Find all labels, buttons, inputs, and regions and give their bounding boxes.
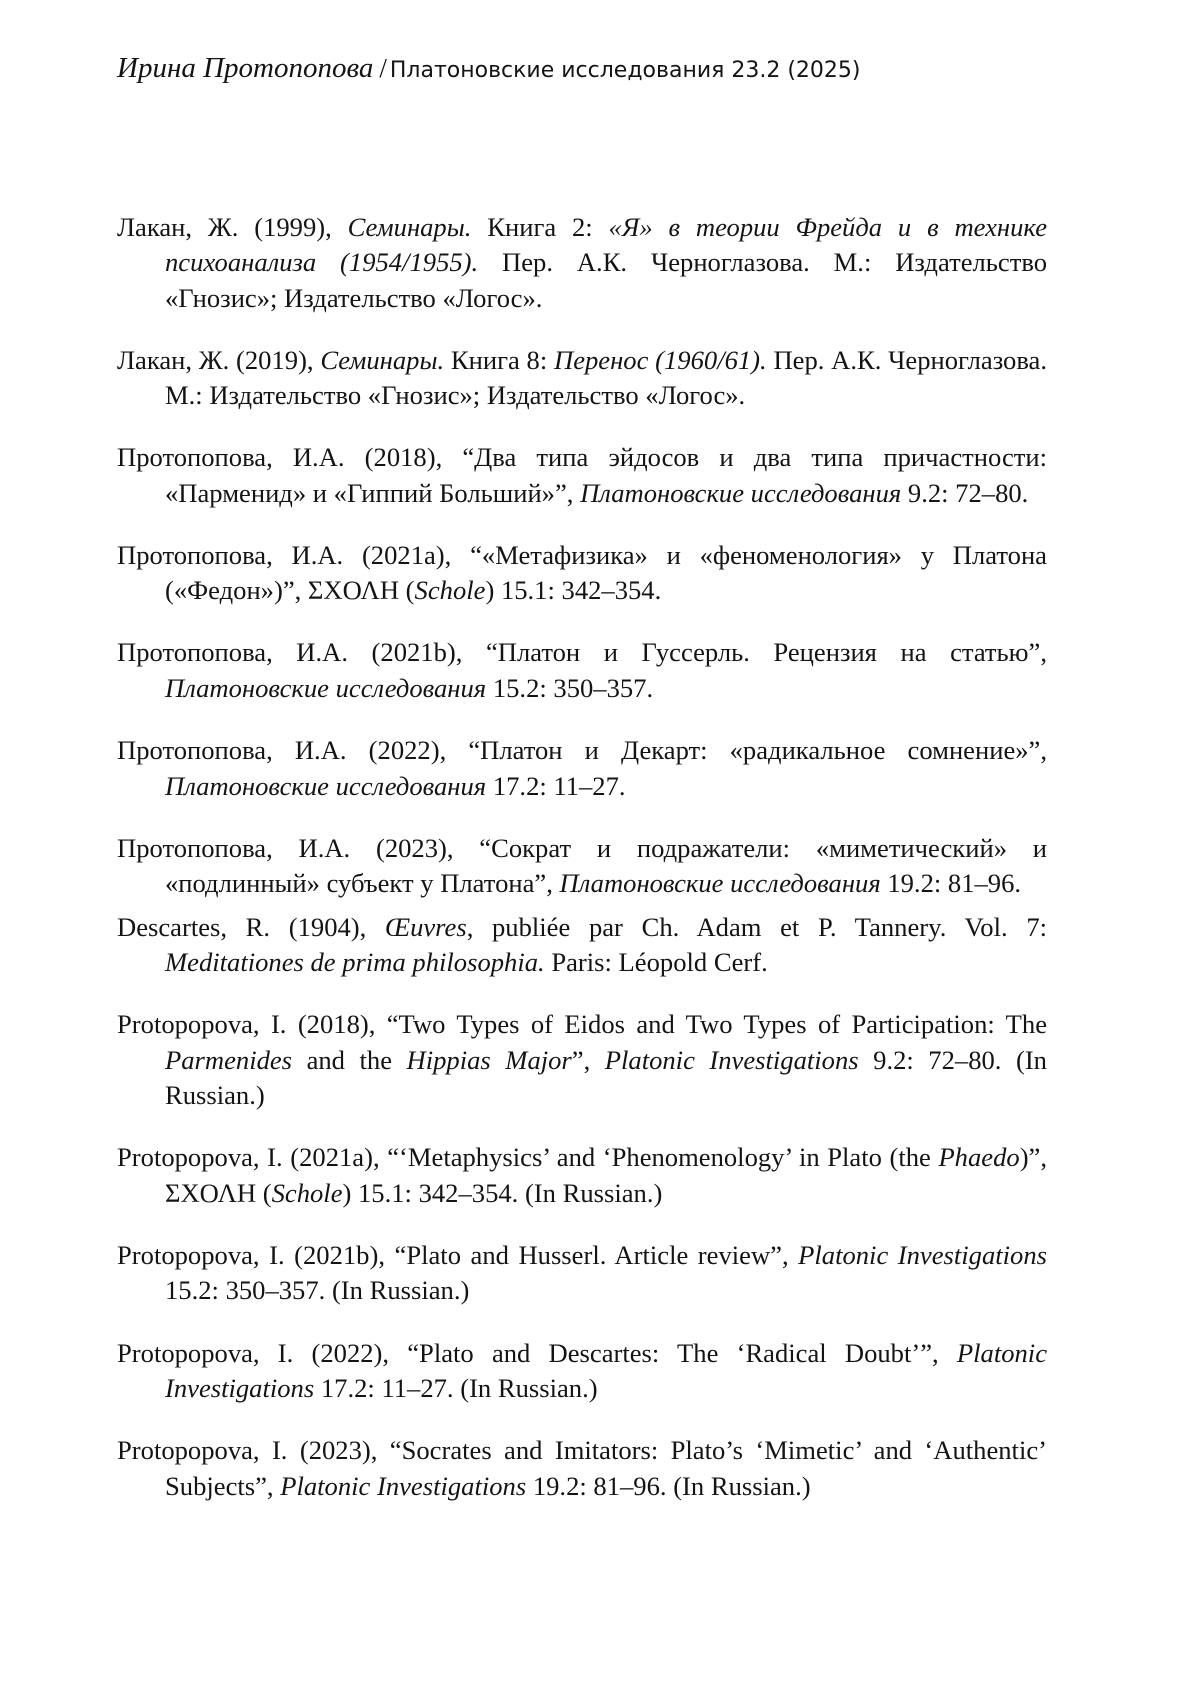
header-separator: / bbox=[379, 53, 387, 83]
reference-text: Протопопова, И.А. (2023), “Сократ и подражатели: «миметический» и «подлинный» субъект у Платона”, bbox=[117, 832, 1047, 899]
reference-text: ) 15.1: 342–354. (In Russian.) bbox=[342, 1177, 663, 1208]
reference-italic-text: «Я» в теории Фрейда и в технике психоанализа (1954/1955). bbox=[165, 211, 1048, 278]
reference-italic-text: Platonic Investigations bbox=[165, 1337, 1047, 1404]
reference-italic-text: Parmenides bbox=[165, 1044, 293, 1075]
reference-text: 15.2: 350–357. bbox=[486, 672, 654, 703]
reference-entry bbox=[117, 1007, 1047, 1114]
reference-text: 19.2: 81–96. bbox=[880, 868, 1022, 899]
reference-text: 9.2: 72–80. (In Russian.) bbox=[165, 1044, 1047, 1111]
reference-italic-text: Platonic Investigations bbox=[280, 1470, 527, 1501]
reference-text: 9.2: 72–80. bbox=[901, 477, 1029, 508]
reference-italic-text: Платоновские исследования bbox=[559, 868, 881, 899]
reference-text: Книга 2: bbox=[471, 211, 609, 242]
reference-italic-text: Meditationes de prima philosophia. bbox=[165, 947, 545, 978]
header-author: Ирина Протопопова bbox=[117, 52, 374, 84]
reference-text: Descartes, R. (1904), bbox=[117, 911, 385, 942]
reference-text: Протопопова, И.А. (2021a), “«Метафизика» и «феноменология» у Платона («Федон»)”, ΣΧΟΛΗ ( bbox=[117, 539, 1047, 606]
reference-entry bbox=[117, 635, 1047, 706]
reference-list bbox=[117, 183, 1047, 1505]
reference-text: , publiée par Ch. Adam et P. Tannery. Vol. 7: bbox=[466, 911, 1047, 942]
reference-text: Protopopova, I. (2021a), “‘Metaphysics’ and ‘Phenomenology’ in Plato (the bbox=[117, 1142, 939, 1173]
reference-italic-text: Schole bbox=[271, 1177, 343, 1208]
reference-italic-text: Платоновские исследования bbox=[165, 770, 487, 801]
reference-italic-text: Platonic Investigations bbox=[604, 1044, 859, 1075]
reference-entry bbox=[117, 910, 1047, 981]
reference-italic-text: Семинары. bbox=[347, 211, 472, 242]
reference-text: and the bbox=[292, 1044, 407, 1075]
running-header bbox=[117, 52, 1077, 85]
reference-text: Книга 8: bbox=[444, 344, 554, 375]
reference-italic-text: Hippias Major bbox=[406, 1044, 572, 1075]
reference-entry bbox=[117, 1238, 1047, 1309]
reference-italic-text: Платоновские исследования bbox=[580, 477, 902, 508]
reference-text: 17.2: 11–27. bbox=[486, 770, 626, 801]
reference-text: Пер. А.К. Черноглазова. М.: Издательство «Гнозис»; Издательство «Логос». bbox=[165, 247, 1047, 313]
reference-text: 15.2: 350–357. (In Russian.) bbox=[165, 1275, 470, 1306]
reference-text: Protopopova, I. (2022), “Plato and Descartes: The ‘Radical Doubt’”, bbox=[117, 1337, 957, 1368]
reference-italic-text: Семинары. bbox=[320, 344, 445, 375]
reference-text: Protopopova, I. (2023), “Socrates and Imitators: Plato’s ‘Mimetic’ and ‘Authentic’ Subjects”, bbox=[117, 1435, 1047, 1501]
reference-entry bbox=[117, 1433, 1047, 1504]
reference-text: Лакан, Ж. (2019), bbox=[117, 344, 321, 375]
reference-entry bbox=[117, 343, 1047, 414]
reference-text: 17.2: 11–27. (In Russian.) bbox=[314, 1373, 598, 1404]
reference-italic-text: Schole bbox=[414, 575, 486, 606]
reference-entry bbox=[117, 440, 1047, 511]
reference-text: )”, ΣΧΟΛΗ ( bbox=[165, 1142, 1047, 1208]
reference-text: Протопопова, И.А. (2018), “Два типа эйдосов и два типа причастности: «Парменид» и «Гиппий Больший»”, bbox=[117, 442, 1047, 508]
reference-text: Лакан, Ж. (1999), bbox=[117, 211, 348, 242]
reference-entry bbox=[117, 1140, 1047, 1211]
reference-text: ) 15.1: 342–354. bbox=[485, 575, 662, 606]
reference-text: Protopopova, I. (2021b), “Plato and Husserl. Article review”, bbox=[117, 1239, 799, 1270]
reference-entry bbox=[117, 733, 1047, 804]
reference-text: Протопопова, И.А. (2021b), “Платон и Гуссерль. Рецензия на статью”, bbox=[117, 637, 1047, 668]
reference-entry bbox=[117, 1336, 1047, 1407]
reference-italic-text: Platonic Investigations bbox=[798, 1239, 1047, 1270]
reference-text: 19.2: 81–96. (In Russian.) bbox=[526, 1470, 811, 1501]
reference-text: Paris: Léopold Cerf. bbox=[544, 947, 768, 978]
reference-italic-text: Œuvres bbox=[384, 911, 467, 942]
reference-italic-text: Перенос (1960/61). bbox=[554, 344, 767, 375]
reference-entry bbox=[117, 538, 1047, 609]
reference-text: Протопопова, И.А. (2022), “Платон и Декарт: «радикальное сомнение»”, bbox=[117, 735, 1047, 766]
reference-entry bbox=[117, 831, 1047, 902]
reference-text: Пер. А.К. Черноглазова. М.: Издательство «Гнозис»; Издательство «Логос». bbox=[165, 344, 1047, 411]
reference-italic-text: Phaedo bbox=[938, 1142, 1020, 1173]
reference-entry bbox=[117, 210, 1047, 317]
reference-text: ”, bbox=[571, 1044, 605, 1075]
header-journal: Платоновские исследования 23.2 (2025) bbox=[389, 58, 861, 83]
reference-italic-text: Платоновские исследования bbox=[165, 672, 487, 703]
reference-text: Protopopova, I. (2018), “Two Types of Eidos and Two Types of Participation: The bbox=[117, 1009, 1047, 1040]
